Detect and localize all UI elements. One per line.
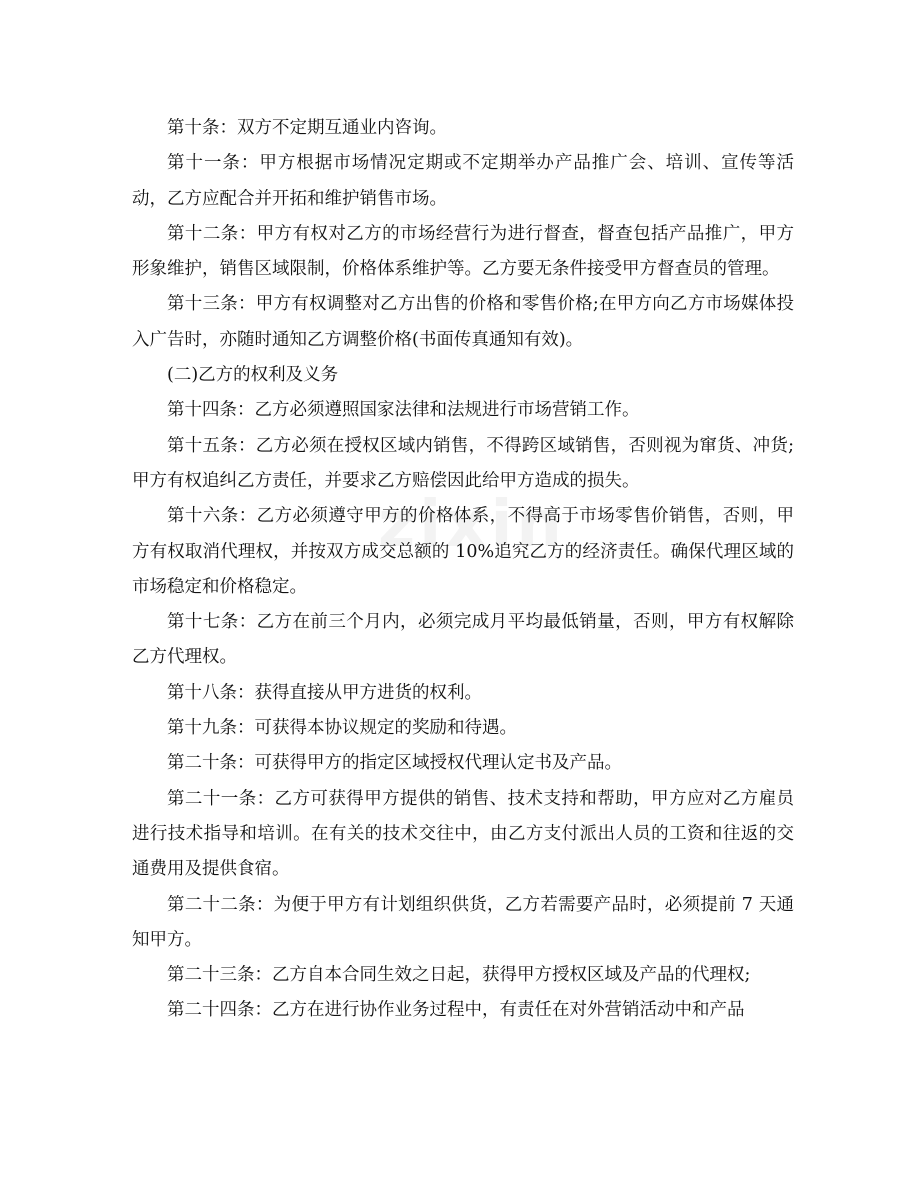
clause-20: 第二十条：可获得甲方的指定区域授权代理认定书及产品。: [167, 753, 622, 774]
clause-18: 第十八条：获得直接从甲方进货的权利。: [167, 682, 482, 703]
clause-13: 第十三条：甲方有权调整对乙方出售的价格和零售价格;在甲方向乙方市场媒体投入广告时，亦随时通知乙方调整价格(书面传真通知有效)。: [132, 294, 794, 350]
clause-10: 第十条：双方不定期互通业内咨询。: [167, 118, 447, 138]
clause-14: 第十四条：乙方必须遵照国家法律和法规进行市场营销工作。: [167, 400, 640, 421]
clause-24: 第二十四条：乙方在进行协作业务过程中，有责任在对外营销活动中和产品: [167, 1000, 745, 1021]
contract-body: [132, 111, 794, 1029]
clause-21: 第二十一条：乙方可获得甲方提供的销售、技术支持和帮助，甲方应对乙方雇员进行技术指导和培训。在有关的技术交往中，由乙方支付派出人员的工资和往返的交通费用及提供食宿。: [132, 788, 794, 880]
clause-15: 第十五条：乙方必须在授权区域内销售，不得跨区域销售，否则视为窜货、冲货;甲方有权追纠乙方责任，并要求乙方赔偿因此给甲方造成的损失。: [132, 435, 794, 491]
watermark: zixin: [378, 488, 566, 562]
clause-12: 第十二条：甲方有权对乙方的市场经营行为进行督查，督查包括产品推广，甲方形象维护，销售区域限制，价格体系维护等。乙方要无条件接受甲方督查员的管理。: [132, 223, 794, 280]
clause-23: 第二十三条：乙方自本合同生效之日起，获得甲方授权区域及产品的代理权;: [167, 965, 751, 986]
clause-22: 第二十二条：为便于甲方有计划组织供货，乙方若需要产品时，必须提前 7 天通知甲方。: [132, 894, 794, 950]
clause-17: 第十七条：乙方在前三个月内，必须完成月平均最低销量，否则，甲方有权解除乙方代理权。: [132, 612, 794, 668]
clause-16: 第十六条：乙方必须遵守甲方的价格体系，不得高于市场零售价销售，否则，甲方有权取消代理权，并按双方成交总额的 10%追究乙方的经济责任。确保代理区域的市场稳定和价格稳定。: [132, 506, 794, 597]
section-heading-party-b-rights: (二)乙方的权利及义务: [167, 365, 339, 386]
clause-19: 第十九条：可获得本协议规定的奖励和待遇。: [167, 718, 517, 739]
clause-11: 第十一条：甲方根据市场情况定期或不定期举办产品推广会、培训、宣传等活动，乙方应配合并开拓和维护销售市场。: [132, 153, 794, 209]
